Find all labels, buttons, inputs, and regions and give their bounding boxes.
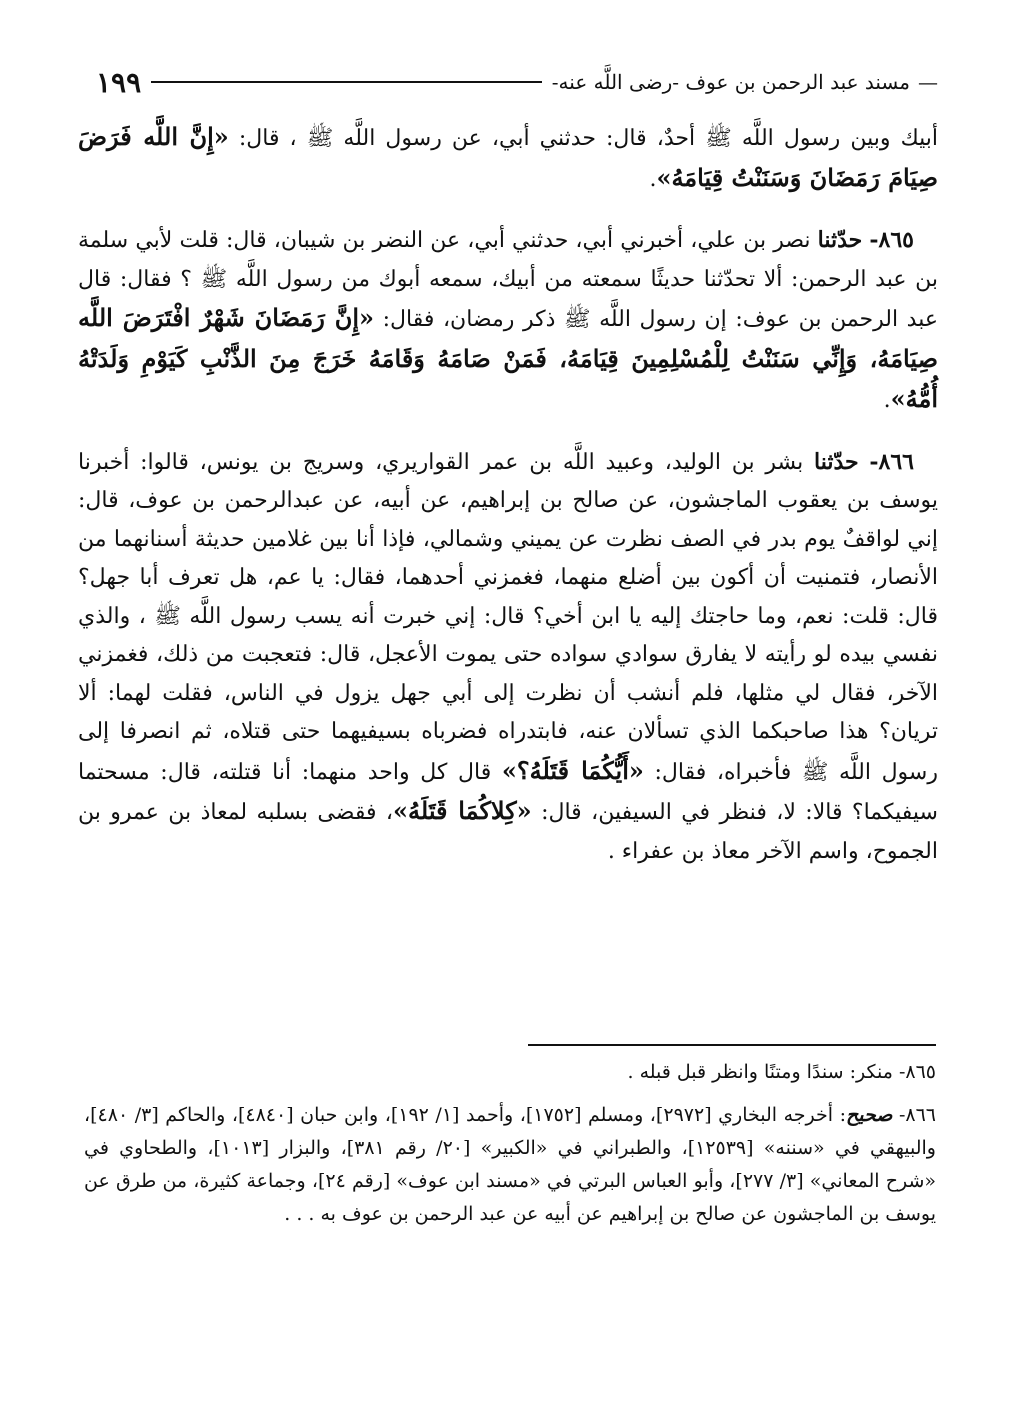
hadith-865 xyxy=(78,221,938,421)
footnote-number: ٨٦٦- xyxy=(898,1104,936,1126)
footnote-grade: صحيح xyxy=(845,1104,893,1126)
header-rule xyxy=(151,81,542,83)
text-run: أبيك وبين رسول اللَّه ﷺ أحدٌ، قال: حدثني أبي، عن رسول اللَّه ﷺ ، قال: xyxy=(228,126,939,151)
main-text xyxy=(78,118,938,893)
hadith-quote: «إِنَّ رَمَضَانَ شَهْرٌ افْتَرَضَ اللَّه صِيَامَهُ، وَإِنِّي سَنَنْتُ لِلْمُسْلِمِينَ قِيَامَهُ، فَمَنْ صَامَهُ وَقَامَهُ خَرَجَ مِنَ الذَّنْبِ كَيَوْمِ وَلَدَتْهُ أُمُّهُ» xyxy=(78,303,938,413)
running-title: مسند عبد الرحمن بن عوف -رضى اللَّه عنه- xyxy=(551,70,910,94)
paragraph-continuation xyxy=(78,118,938,199)
footnote-866 xyxy=(84,1099,936,1231)
footnote-separator xyxy=(528,1044,936,1046)
hadith-quote: «كِلاكُمَا قَتَلَهُ» xyxy=(393,796,532,825)
narration-lead: حدّثنا xyxy=(814,448,859,475)
text-run: بشر بن الوليد، وعبيد اللَّه بن عمر القواريري، وسريج بن يونس، قالوا: أخبرنا يوسف بن يعقوب الماجشون، عن صالح بن إبراهيم، عن أبيه، عن عبدالرحمن بن عوف، قال: إني لواقفٌ يوم بدر في الصف نظرت عن يميني وشمالي، فإذا أنا بين غلامين حديثة أسنانهما من الأنصار، فتمنيت أن أكون بين أضلع منهما، فغمزني أحدهما، فقال: يا عم، هل تعرف أبا جهل؟ قال: قلت: نعم، وما حاجتك إليه يا ابن أخي؟ قال: إني خبرت أنه يسب رسول اللَّه ﷺ ، والذي نفسي بيده لو رأيته لا يفارق سوادي سواده حتى يموت الأعجل، قال: فتعجبت من ذلك، فغمزني الآخر، فقال لي مثلها، فلم أنشب أن نظرت إلى أبي جهل يزول في الناس، فقلت لهما: ألا تريان؟ هذا صاحبكما الذي تسألان عنه، فابتدراه فضرباه بسيفيهما حتى قتلاه، ثم انصرفا إلى رسول اللَّه ﷺ فأخبراه، فقال: xyxy=(78,449,938,785)
hadith-866 xyxy=(78,443,938,872)
page-header xyxy=(96,62,938,102)
hadith-number: ٨٦٥- xyxy=(869,227,914,253)
text-run: ، فقضى بسلبه لمعاذ بن عمرو بن الجموح، واسم الآخر معاذ بن عفراء . xyxy=(78,800,938,864)
hadith-quote: «إِنَّ اللَّه فَرَضَ صِيَامَ رَمَضَانَ وَسَنَنْتُ قِيَامَهُ» xyxy=(78,122,938,192)
page-number: ١٩٩ xyxy=(96,65,142,99)
text-run: . xyxy=(883,388,891,413)
text-run: . xyxy=(649,166,657,192)
footnotes xyxy=(84,1056,936,1241)
text-run: نصر بن علي، أخبرني أبي، حدثني أبي، عن النضر بن شيبان، قال: قلت لأبي سلمة بن عبد الرحمن: ألا تحدّثنا حديثًا سمعته من أبيك، سمعه أبوك من رسول اللَّه ﷺ ؟ فقال: قال عبد الرحمن بن عوف: إن رسول اللَّه ﷺ ذكر رمضان، فقال: xyxy=(78,228,938,332)
footnote-number: ٨٦٥- xyxy=(898,1061,936,1083)
footnote-865 xyxy=(84,1056,936,1089)
hadith-number: ٨٦٦- xyxy=(869,448,914,475)
header-dash: — xyxy=(918,70,938,94)
hadith-quote: «أَيُّكُمَا قَتَلَهُ؟» xyxy=(501,755,644,785)
footnote-text: : أخرجه البخاري [٢٩٧٢]، ومسلم [١٧٥٢]، وأحمد [١/ ١٩٢]، وابن حبان [٤٨٤٠]، والحاكم [٣/ ٤٨٠]، والبيهقي في «سننه» [١٢٥٣٩]، والطبراني في «الكبير» [٢٠/ رقم ٣٨١]، والبزار [١٠١٣]، والطحاوي في «شرح المعاني» [٣/ ٢٧٧]، وأبو العباس البرتي في «مسند ابن عوف» [رقم ٢٤]، وجماعة كثيرة، من طرق عن يوسف بن الماجشون عن صالح بن إبراهيم عن أبيه عن عبد الرحمن بن عوف به . . . xyxy=(84,1104,936,1225)
narration-lead: حدّثنا xyxy=(817,227,863,253)
footnote-grade: منكر xyxy=(856,1061,893,1083)
footnote-text: : سندًا ومتنًا وانظر قبل قبله . xyxy=(627,1061,857,1083)
text-run: قال كل واحد منهما: أنا قتلته، قال: مسحتما سيفيكما؟ قالا: لا، فنظر في السيفين، قال: xyxy=(78,759,938,825)
